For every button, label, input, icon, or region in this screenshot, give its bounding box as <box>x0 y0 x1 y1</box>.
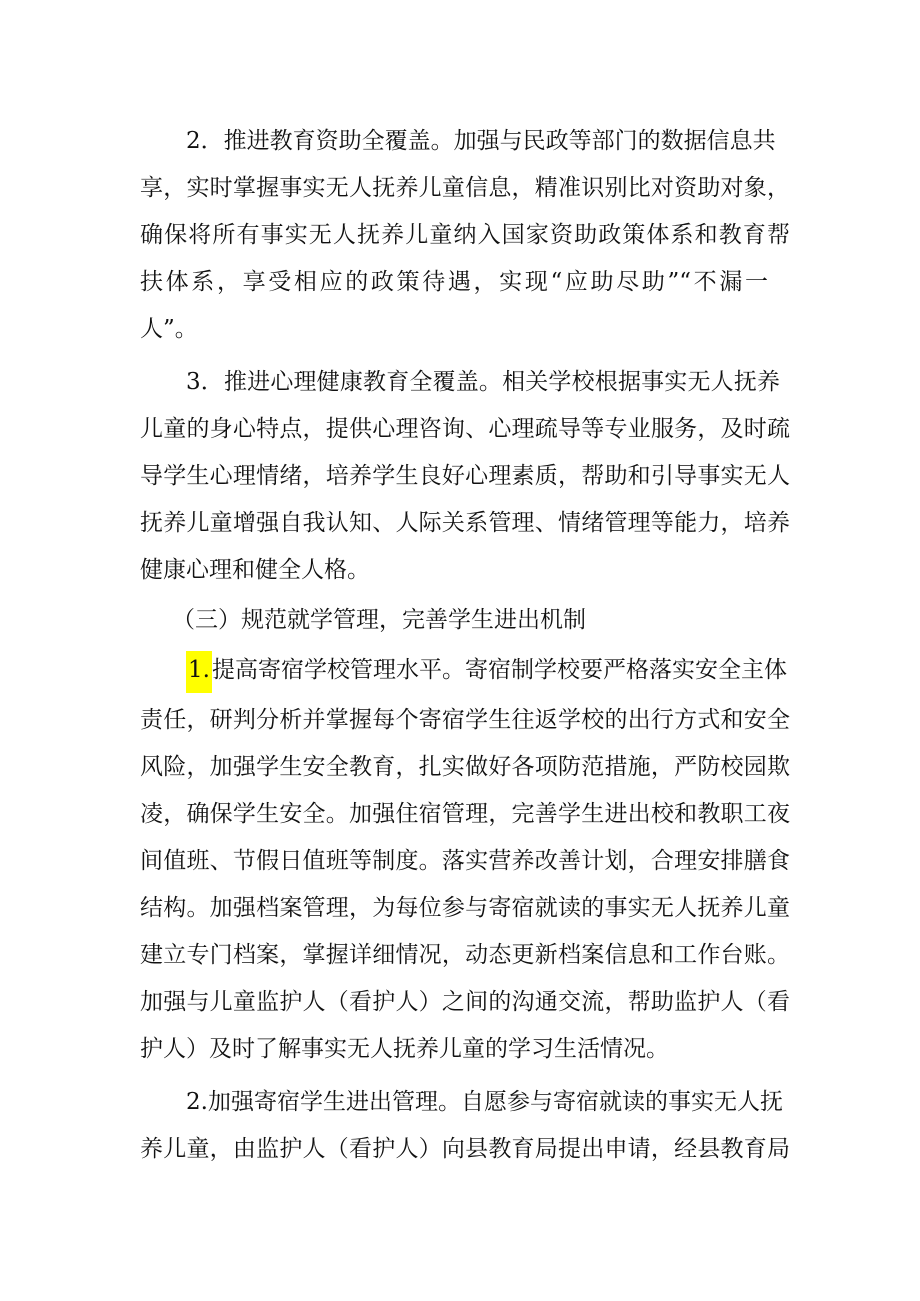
paragraph-line: 风险，加强学生安全教育，扎实做好各项防范措施，严防校园欺 <box>140 754 790 780</box>
paragraph-line: 养儿童，由监护人（看护人）向县教育局提出申请，经县教育局 <box>140 1136 790 1162</box>
paragraph-first-line <box>186 655 786 693</box>
paragraph-line: 享，实时掌握事实无人抚养儿童信息，精准识别比对资助对象， <box>140 175 790 201</box>
paragraph-line: 结构。加强档案管理，为每位参与寄宿就读的事实无人抚养儿童 <box>140 895 790 921</box>
paragraph-line: 2.加强寄宿学生进出管理。自愿参与寄宿就读的事实无人抚 <box>186 1089 783 1115</box>
paragraph-line: 2．推进教育资助全覆盖。加强与民政等部门的数据信息共 <box>186 128 776 154</box>
paragraph-line: 间值班、节假日值班等制度。落实营养改善计划，合理安排膳食 <box>140 848 790 874</box>
paragraph-line: 建立专门档案，掌握详细情况，动态更新档案信息和工作台账。 <box>140 942 790 968</box>
paragraph-line: 人”。 <box>140 316 198 342</box>
paragraph-line: 责任，研判分析并掌握每个寄宿学生往返学校的出行方式和安全 <box>140 707 790 733</box>
paragraph-line: 儿童的身心特点，提供心理咨询、心理疏导等专业服务，及时疏 <box>140 416 790 442</box>
paragraph-line: 3．推进心理健康教育全覆盖。相关学校根据事实无人抚养 <box>186 369 780 395</box>
section-heading: （三）规范就学管理，完善学生进出机制 <box>172 607 586 633</box>
paragraph-line: 护人）及时了解事实无人抚养儿童的学习生活情况。 <box>140 1036 669 1062</box>
paragraph-line: 扶体系，享受相应的政策待遇，实现“应助尽助”“不漏一 <box>140 269 768 295</box>
paragraph-line: 抚养儿童增强自我认知、人际关系管理、情绪管理等能力，培养 <box>140 510 790 536</box>
paragraph-line: 提高寄宿学校管理水平。寄宿制学校要严格落实安全主体 <box>211 657 787 683</box>
paragraph-line: 凌，确保学生安全。加强住宿管理，完善学生进出校和教职工夜 <box>140 801 790 827</box>
highlighted-number: 1. <box>186 651 212 693</box>
paragraph-line: 加强与儿童监护人（看护人）之间的沟通交流，帮助监护人（看 <box>140 989 790 1015</box>
paragraph-line: 健康心理和健全人格。 <box>140 557 370 583</box>
paragraph-line: 导学生心理情绪，培养学生良好心理素质，帮助和引导事实无人 <box>140 463 790 489</box>
paragraph-line: 确保将所有事实无人抚养儿童纳入国家资助政策体系和教育帮 <box>140 222 790 248</box>
